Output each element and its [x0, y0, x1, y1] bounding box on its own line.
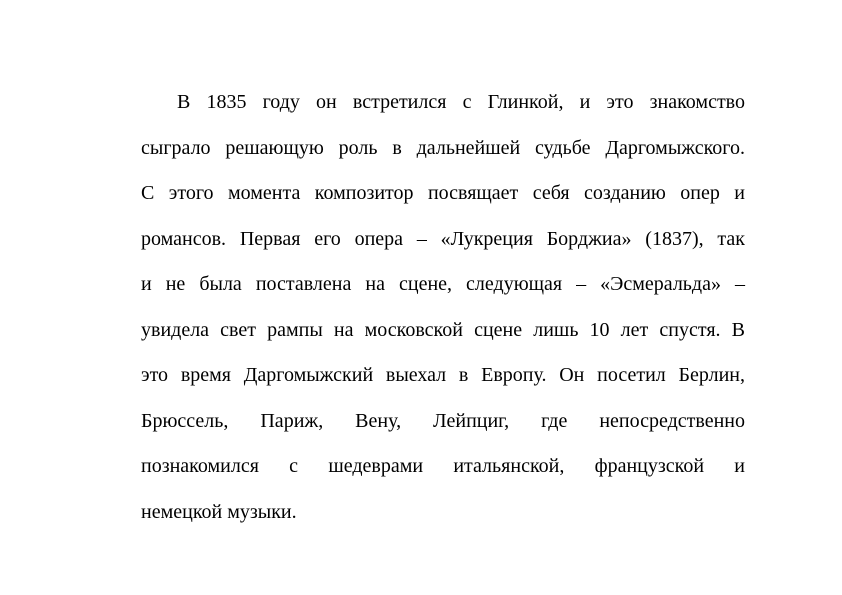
paragraph-line: это время Даргомыжский выехал в Европу. Он посетил Берлин, — [141, 364, 745, 386]
paragraph-line: немецкой музыки. — [141, 500, 297, 523]
paragraph-line: и не была поставлена на сцене, следующая – «Эсмеральда» – — [141, 273, 745, 295]
paragraph-line: познакомился с шедеврами итальянской, французской и — [141, 455, 745, 477]
paragraph-line: сыграло решающую роль в дальнейшей судьбе Даргомыжского. — [141, 136, 745, 159]
paragraph-line: романсов. Первая его опера – «Лукреция Борджиа» (1837), так — [141, 227, 745, 250]
paragraph-line: Брюссель, Париж, Вену, Лейпциг, где непосредственно — [141, 409, 745, 432]
paragraph-line: увидела свет рампы на московской сцене лишь 10 лет спустя. В — [141, 318, 745, 341]
paragraph-line: В 1835 году он встретился с Глинкой, и это знакомство — [177, 91, 745, 113]
paragraph-line: С этого момента композитор посвящает себя созданию опер и — [141, 182, 745, 204]
body-paragraph — [141, 83, 745, 538]
